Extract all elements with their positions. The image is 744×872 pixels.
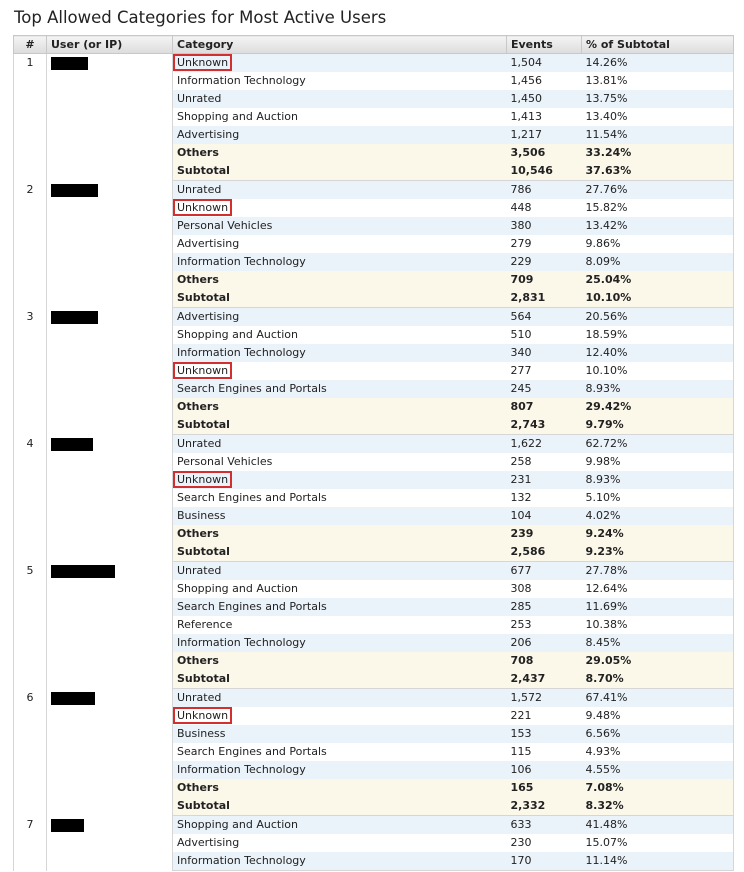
events-cell: 104	[507, 507, 582, 525]
percent-cell: 8.93%	[582, 471, 734, 489]
category-cell	[173, 543, 507, 562]
events-cell: 633	[507, 816, 582, 835]
category-cell	[173, 834, 507, 852]
user-cell	[47, 562, 173, 689]
user-cell	[47, 816, 173, 871]
percent-cell: 29.42%	[582, 398, 734, 416]
rank-number: 2	[14, 181, 47, 308]
percent-cell: 11.54%	[582, 126, 734, 144]
percent-cell: 18.59%	[582, 326, 734, 344]
table-row	[14, 308, 734, 327]
events-cell: 230	[507, 834, 582, 852]
percent-cell: 12.40%	[582, 344, 734, 362]
category-label: Advertising	[177, 128, 240, 141]
events-cell: 786	[507, 181, 582, 200]
column-header-percent[interactable]: % of Subtotal	[582, 36, 734, 54]
percent-cell: 8.09%	[582, 253, 734, 271]
table-row	[14, 54, 734, 73]
category-label: Others	[177, 527, 219, 540]
category-cell	[173, 507, 507, 525]
redacted-user-name	[51, 692, 95, 705]
redacted-user-name	[51, 565, 115, 578]
category-cell	[173, 797, 507, 816]
category-cell	[173, 90, 507, 108]
highlighted-unknown-category: Unknown	[177, 709, 229, 722]
percent-cell: 14.26%	[582, 54, 734, 73]
table-row	[14, 181, 734, 200]
category-label: Advertising	[177, 237, 240, 250]
category-label: Shopping and Auction	[177, 110, 298, 123]
percent-cell: 37.63%	[582, 162, 734, 181]
category-cell	[173, 562, 507, 581]
percent-cell: 62.72%	[582, 435, 734, 454]
redacted-user-name	[51, 819, 84, 832]
percent-cell: 27.76%	[582, 181, 734, 200]
category-cell	[173, 761, 507, 779]
percent-cell: 8.32%	[582, 797, 734, 816]
percent-cell: 9.79%	[582, 416, 734, 435]
category-label: Search Engines and Portals	[177, 382, 327, 395]
user-cell	[47, 308, 173, 435]
percent-cell: 8.93%	[582, 380, 734, 398]
percent-cell: 11.14%	[582, 852, 734, 871]
highlighted-unknown-category: Unknown	[177, 201, 229, 214]
rank-number: 3	[14, 308, 47, 435]
category-cell	[173, 670, 507, 689]
percent-cell: 13.75%	[582, 90, 734, 108]
category-cell	[173, 308, 507, 327]
percent-cell: 9.98%	[582, 453, 734, 471]
events-cell: 3,506	[507, 144, 582, 162]
category-cell	[173, 779, 507, 797]
category-label: Subtotal	[177, 164, 230, 177]
category-cell	[173, 489, 507, 507]
category-label: Information Technology	[177, 763, 306, 776]
events-cell: 448	[507, 199, 582, 217]
percent-cell: 9.48%	[582, 707, 734, 725]
category-label: Subtotal	[177, 799, 230, 812]
events-cell: 231	[507, 471, 582, 489]
events-cell: 1,622	[507, 435, 582, 454]
events-cell: 153	[507, 725, 582, 743]
category-cell	[173, 144, 507, 162]
category-cell	[173, 380, 507, 398]
category-cell	[173, 816, 507, 835]
redacted-user-name	[51, 184, 98, 197]
column-header-events[interactable]: Events	[507, 36, 582, 54]
percent-cell: 13.42%	[582, 217, 734, 235]
category-label: Unrated	[177, 92, 222, 105]
events-cell: 115	[507, 743, 582, 761]
events-cell: 1,413	[507, 108, 582, 126]
table-body	[14, 54, 734, 871]
user-cell	[47, 54, 173, 181]
category-cell	[173, 126, 507, 144]
category-label: Unrated	[177, 564, 222, 577]
percent-cell: 10.38%	[582, 616, 734, 634]
category-cell	[173, 398, 507, 416]
category-cell	[173, 72, 507, 90]
category-cell	[173, 580, 507, 598]
category-label: Search Engines and Portals	[177, 600, 327, 613]
category-cell	[173, 54, 507, 73]
category-cell	[173, 652, 507, 670]
rank-number: 6	[14, 689, 47, 816]
category-cell	[173, 162, 507, 181]
events-cell: 221	[507, 707, 582, 725]
percent-cell: 25.04%	[582, 271, 734, 289]
category-label: Others	[177, 146, 219, 159]
category-label: Business	[177, 509, 226, 522]
highlighted-unknown-category: Unknown	[177, 473, 229, 486]
highlighted-unknown-category: Unknown	[177, 364, 229, 377]
category-cell	[173, 217, 507, 235]
category-label: Information Technology	[177, 255, 306, 268]
events-cell: 277	[507, 362, 582, 380]
highlighted-unknown-category: Unknown	[177, 56, 229, 69]
percent-cell: 13.40%	[582, 108, 734, 126]
category-label: Subtotal	[177, 418, 230, 431]
events-cell: 708	[507, 652, 582, 670]
percent-cell: 7.08%	[582, 779, 734, 797]
percent-cell: 27.78%	[582, 562, 734, 581]
percent-cell: 41.48%	[582, 816, 734, 835]
percent-cell: 13.81%	[582, 72, 734, 90]
category-cell	[173, 471, 507, 489]
category-cell	[173, 598, 507, 616]
events-cell: 1,572	[507, 689, 582, 708]
events-cell: 132	[507, 489, 582, 507]
percent-cell: 12.64%	[582, 580, 734, 598]
rank-number: 5	[14, 562, 47, 689]
events-cell: 206	[507, 634, 582, 652]
events-cell: 106	[507, 761, 582, 779]
percent-cell: 9.23%	[582, 543, 734, 562]
category-label: Personal Vehicles	[177, 219, 273, 232]
events-cell: 1,504	[507, 54, 582, 73]
redacted-user-name	[51, 57, 88, 70]
percent-cell: 10.10%	[582, 289, 734, 308]
percent-cell: 29.05%	[582, 652, 734, 670]
user-cell	[47, 435, 173, 562]
category-label: Subtotal	[177, 672, 230, 685]
percent-cell: 5.10%	[582, 489, 734, 507]
category-cell	[173, 289, 507, 308]
events-cell: 253	[507, 616, 582, 634]
column-header-user[interactable]: User (or IP)	[47, 36, 173, 54]
category-cell	[173, 725, 507, 743]
category-label: Search Engines and Portals	[177, 491, 327, 504]
category-label: Information Technology	[177, 74, 306, 87]
category-label: Information Technology	[177, 346, 306, 359]
percent-cell: 6.56%	[582, 725, 734, 743]
column-header-number[interactable]: #	[14, 36, 47, 54]
category-label: Subtotal	[177, 545, 230, 558]
events-cell: 239	[507, 525, 582, 543]
percent-cell: 9.86%	[582, 235, 734, 253]
top-categories-table	[13, 35, 734, 871]
events-cell: 2,586	[507, 543, 582, 562]
category-label: Personal Vehicles	[177, 455, 273, 468]
category-label: Shopping and Auction	[177, 328, 298, 341]
report-title: Top Allowed Categories for Most Active Users	[14, 8, 387, 27]
rank-number: 1	[14, 54, 47, 181]
category-cell	[173, 271, 507, 289]
column-header-category[interactable]: Category	[173, 36, 507, 54]
events-cell: 2,831	[507, 289, 582, 308]
category-label: Unrated	[177, 691, 222, 704]
percent-cell: 11.69%	[582, 598, 734, 616]
percent-cell: 4.55%	[582, 761, 734, 779]
category-cell	[173, 362, 507, 380]
percent-cell: 67.41%	[582, 689, 734, 708]
category-cell	[173, 253, 507, 271]
category-label: Unrated	[177, 183, 222, 196]
category-label: Shopping and Auction	[177, 818, 298, 831]
events-cell: 380	[507, 217, 582, 235]
percent-cell: 4.02%	[582, 507, 734, 525]
events-cell: 279	[507, 235, 582, 253]
events-cell: 1,456	[507, 72, 582, 90]
user-cell	[47, 181, 173, 308]
percent-cell: 10.10%	[582, 362, 734, 380]
category-cell	[173, 435, 507, 454]
percent-cell: 9.24%	[582, 525, 734, 543]
rank-number: 7	[14, 816, 47, 871]
events-cell: 308	[507, 580, 582, 598]
table-header-row	[14, 36, 734, 54]
events-cell: 165	[507, 779, 582, 797]
events-cell: 564	[507, 308, 582, 327]
category-cell	[173, 108, 507, 126]
events-cell: 2,743	[507, 416, 582, 435]
events-cell: 1,217	[507, 126, 582, 144]
percent-cell: 8.70%	[582, 670, 734, 689]
redacted-user-name	[51, 311, 98, 324]
category-label: Others	[177, 781, 219, 794]
category-label: Others	[177, 654, 219, 667]
category-label: Information Technology	[177, 854, 306, 867]
category-label: Shopping and Auction	[177, 582, 298, 595]
events-cell: 170	[507, 852, 582, 871]
category-label: Subtotal	[177, 291, 230, 304]
category-cell	[173, 689, 507, 708]
percent-cell: 4.93%	[582, 743, 734, 761]
user-cell	[47, 689, 173, 816]
events-cell: 510	[507, 326, 582, 344]
category-cell	[173, 743, 507, 761]
category-cell	[173, 235, 507, 253]
category-cell	[173, 525, 507, 543]
percent-cell: 15.82%	[582, 199, 734, 217]
category-cell	[173, 344, 507, 362]
redacted-user-name	[51, 438, 93, 451]
table-row	[14, 562, 734, 581]
category-cell	[173, 852, 507, 871]
category-label: Search Engines and Portals	[177, 745, 327, 758]
category-label: Advertising	[177, 310, 240, 323]
events-cell: 709	[507, 271, 582, 289]
events-cell: 258	[507, 453, 582, 471]
category-cell	[173, 616, 507, 634]
category-cell	[173, 181, 507, 200]
percent-cell: 8.45%	[582, 634, 734, 652]
category-label: Business	[177, 727, 226, 740]
category-label: Others	[177, 400, 219, 413]
percent-cell: 20.56%	[582, 308, 734, 327]
category-cell	[173, 416, 507, 435]
category-cell	[173, 707, 507, 725]
percent-cell: 15.07%	[582, 834, 734, 852]
events-cell: 1,450	[507, 90, 582, 108]
category-label: Information Technology	[177, 636, 306, 649]
rank-number: 4	[14, 435, 47, 562]
events-cell: 807	[507, 398, 582, 416]
category-cell	[173, 634, 507, 652]
category-label: Unrated	[177, 437, 222, 450]
events-cell: 245	[507, 380, 582, 398]
category-label: Reference	[177, 618, 233, 631]
category-cell	[173, 326, 507, 344]
table-row	[14, 689, 734, 708]
events-cell: 285	[507, 598, 582, 616]
percent-cell: 33.24%	[582, 144, 734, 162]
category-cell	[173, 453, 507, 471]
events-cell: 677	[507, 562, 582, 581]
events-cell: 2,332	[507, 797, 582, 816]
category-cell	[173, 199, 507, 217]
category-label: Others	[177, 273, 219, 286]
table-row	[14, 816, 734, 835]
events-cell: 229	[507, 253, 582, 271]
events-cell: 2,437	[507, 670, 582, 689]
events-cell: 340	[507, 344, 582, 362]
category-label: Advertising	[177, 836, 240, 849]
events-cell: 10,546	[507, 162, 582, 181]
table-row	[14, 435, 734, 454]
